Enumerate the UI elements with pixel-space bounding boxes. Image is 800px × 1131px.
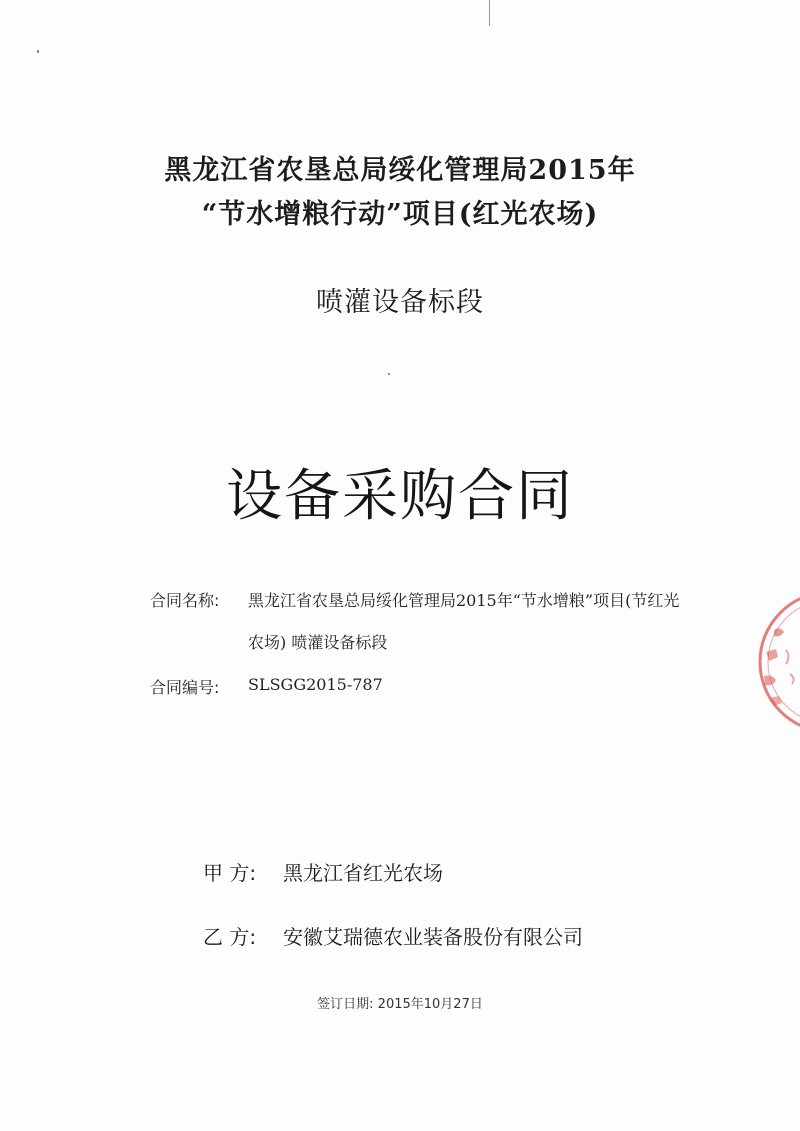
party-a-value: 黑龙江省红光农场 [283,861,443,885]
contract-title: 设备采购合同 [226,464,574,529]
fold-line [489,0,490,26]
seal-graphic [752,590,800,740]
document-subtitle: 喷灌设备标段 [316,287,484,318]
contract-number-label: 合同编号: [150,678,220,697]
scan-speck [37,50,39,53]
signing-date: 签订日期: 2015年10月27日 [317,997,483,1012]
scan-speck [388,373,390,375]
party-b-value: 安徽艾瑞德农业装备股份有限公司 [283,925,583,949]
document-title-line-2: “节水增粮行动”项目(红光农场) [201,199,599,230]
party-a-label: 甲 方: [203,861,257,885]
contract-number-value: SLSGG2015-787 [248,675,383,694]
document-title-line-1: 黑龙江省农垦总局绥化管理局2015年 [164,155,636,186]
party-b-label: 乙 方: [203,925,257,949]
contract-name-value-line-1: 黑龙江省农垦总局绥化管理局2015年“节水增粮”项目(节红光 [248,591,680,610]
contract-name-value-line-2: 农场) 喷灌设备标段 [248,633,388,652]
red-seal-stamp [752,590,800,740]
contract-name-label: 合同名称: [150,591,220,610]
